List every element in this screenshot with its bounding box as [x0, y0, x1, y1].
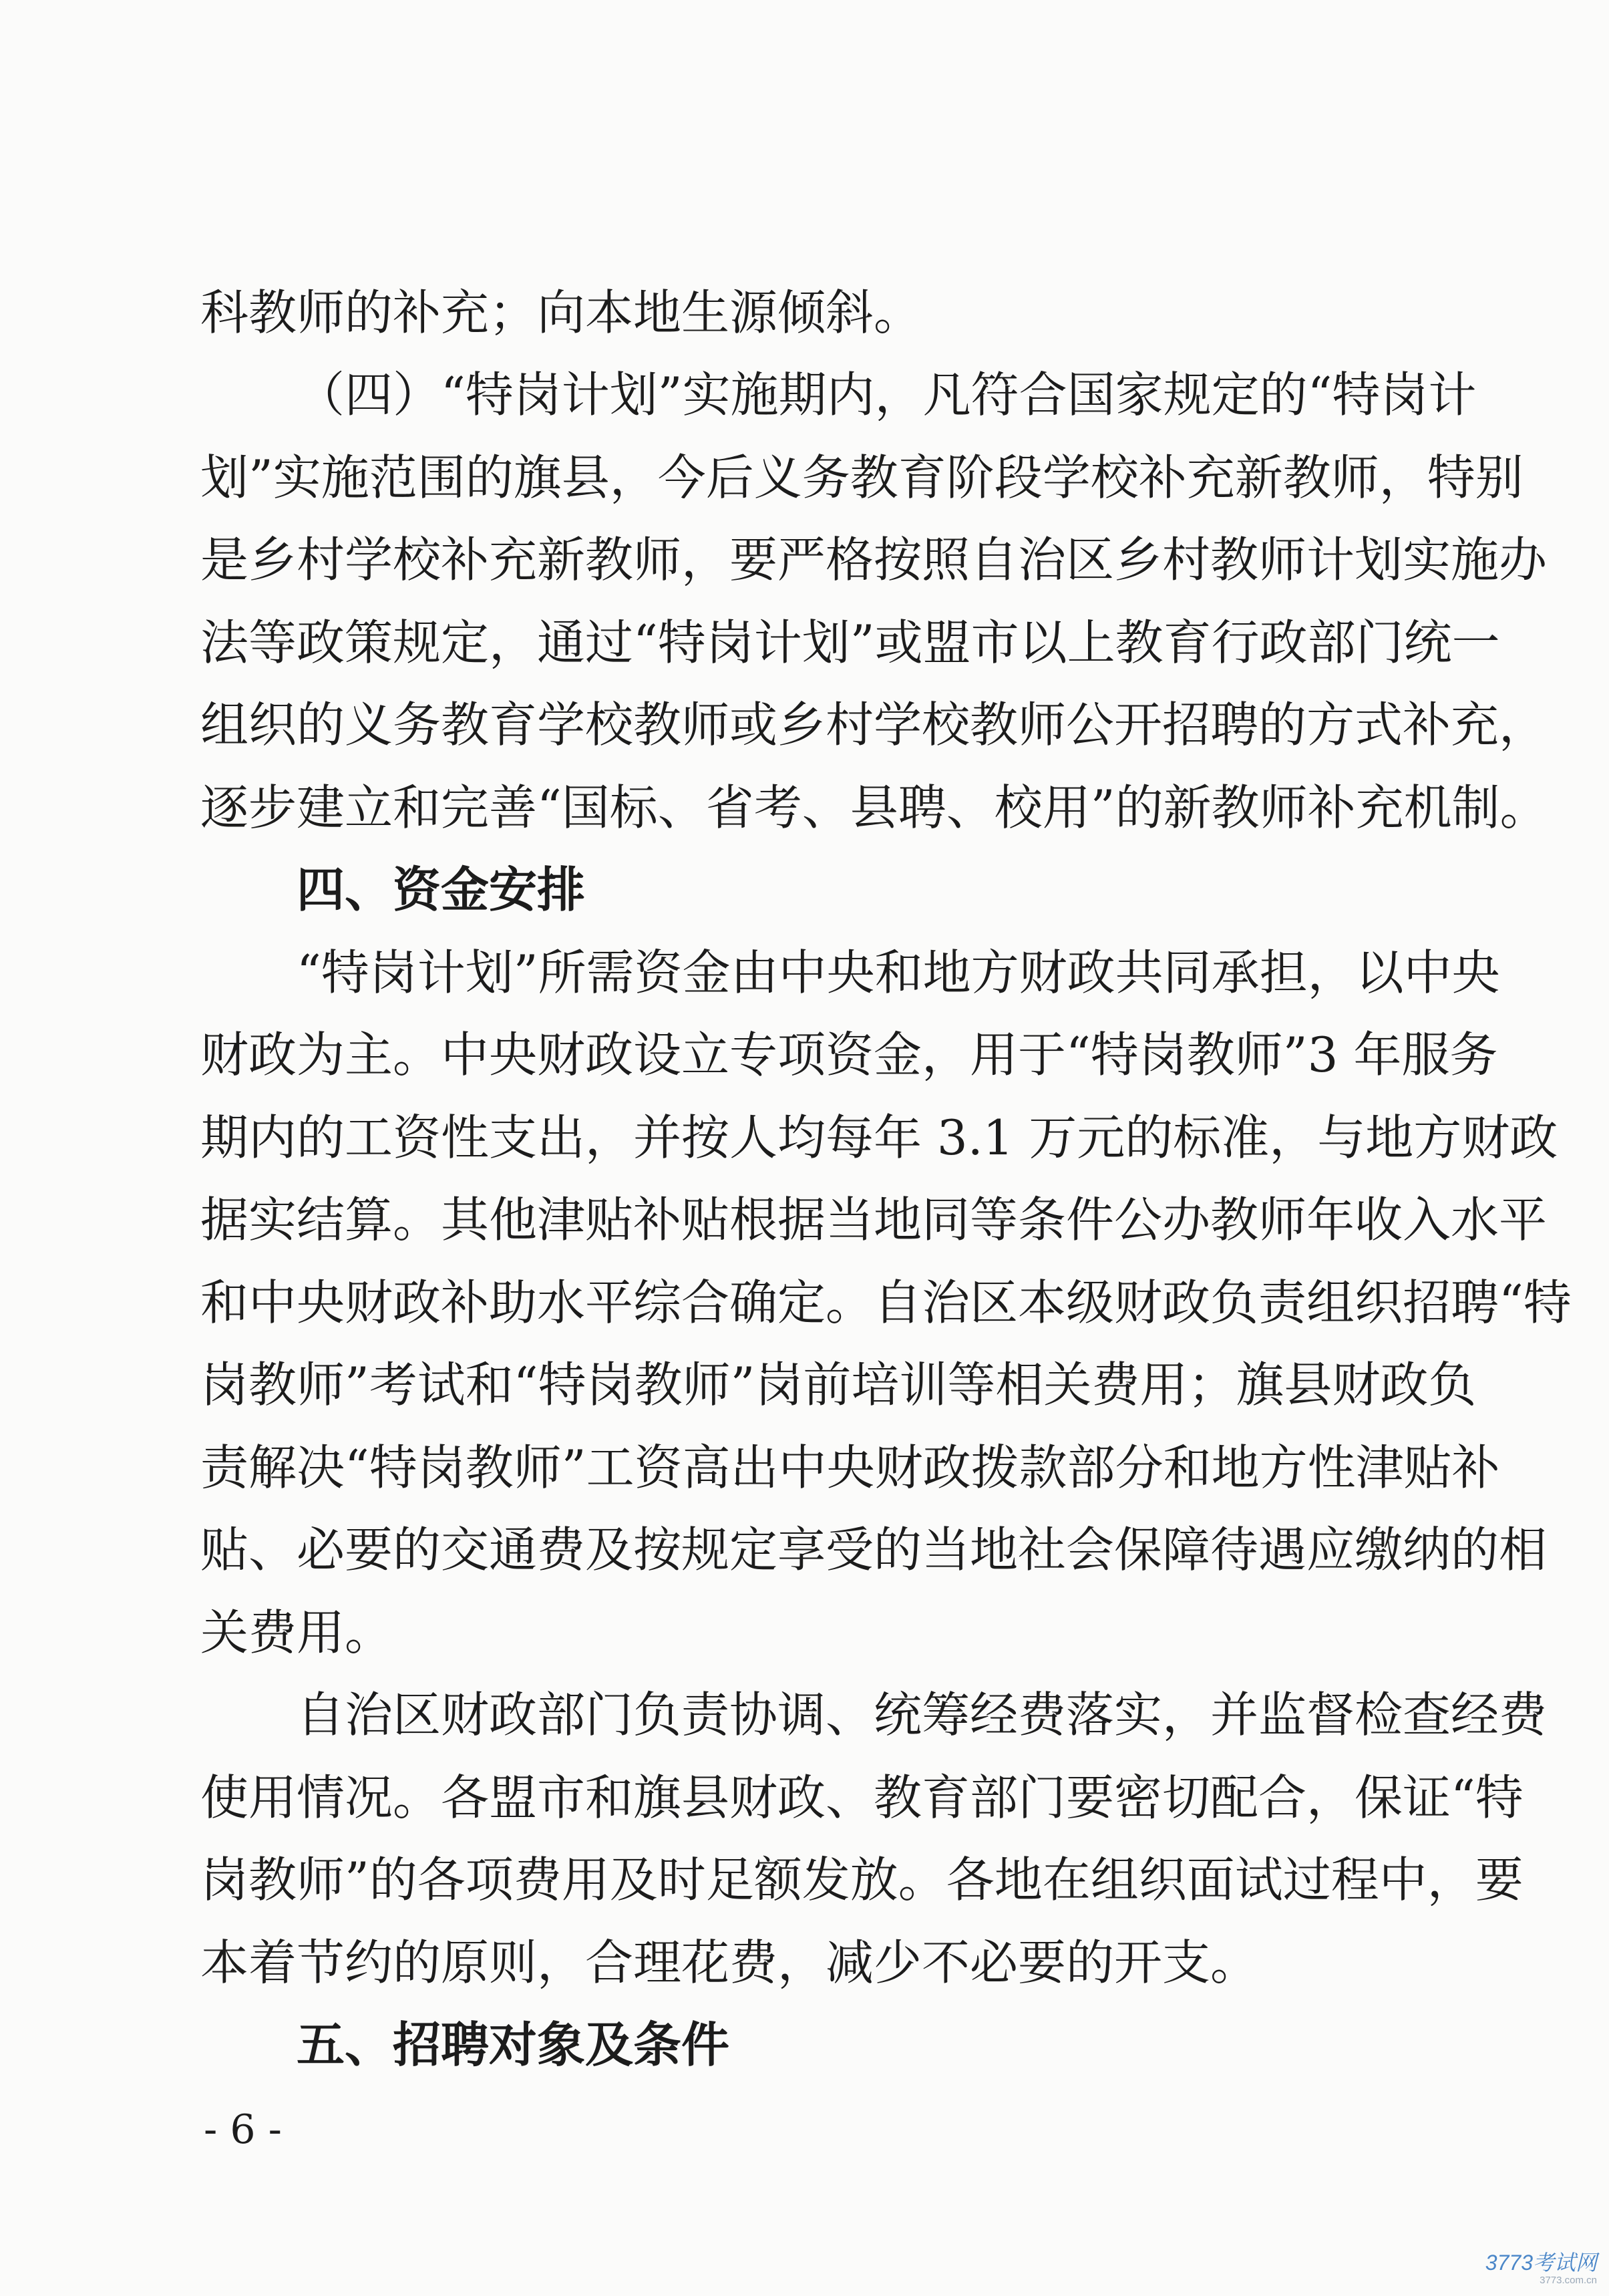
page-number: - 6 - [204, 2106, 282, 2153]
watermark-logo: 3773考试网 [1485, 2251, 1597, 2275]
text-line-4: 是乡村学校补充新教师，要严格按照自治区乡村教师计划实施办 [200, 532, 1548, 588]
text-line-19: 使用情况。各盟市和旗县财政、教育部门要密切配合，保证“特 [200, 1770, 1524, 1826]
text-line-5: 法等政策规定，通过“特岗计划”或盟市以上教育行政部门统一 [200, 615, 1500, 671]
text-line-11: 期内的工资性支出，并按人均每年 3.1 万元的标准，与地方财政 [200, 1110, 1558, 1166]
text-line-9: “特岗计划”所需资金由中央和地方财政共同承担，以中央 [297, 945, 1500, 1001]
site-watermark [1477, 2251, 1597, 2287]
text-line-14: 岗教师”考试和“特岗教师”岗前培训等相关费用；旗县财政负 [200, 1357, 1477, 1413]
text-line-1: 科教师的补充；向本地生源倾斜。 [200, 285, 922, 341]
text-line-12: 据实结算。其他津贴补贴根据当地同等条件公办教师年收入水平 [200, 1192, 1548, 1248]
watermark-domain: 3773.com.cn [1540, 2275, 1597, 2286]
section-heading-recruitment: 五、招聘对象及条件 [297, 2017, 730, 2073]
text-line-10: 财政为主。中央财政设立专项资金，用于“特岗教师”3 年服务 [200, 1027, 1498, 1083]
section-heading-funding: 四、资金安排 [297, 862, 586, 918]
text-line-18: 自治区财政部门负责协调、统筹经费落实，并监督检查经费 [297, 1687, 1548, 1743]
text-line-20: 岗教师”的各项费用及时足额发放。各地在组织面试过程中，要 [200, 1852, 1524, 1908]
text-line-2: （四）“特岗计划”实施期内，凡符合国家规定的“特岗计 [297, 367, 1477, 423]
text-line-3: 划”实施范围的旗县，今后义务教育阶段学校补充新教师，特别 [200, 450, 1524, 506]
text-line-15: 责解决“特岗教师”工资高出中央财政拨款部分和地方性津贴补 [200, 1440, 1500, 1496]
text-line-13: 和中央财政补助水平综合确定。自治区本级财政负责组织招聘“特 [200, 1275, 1572, 1331]
text-line-16: 贴、必要的交通费及按规定享受的当地社会保障待遇应缴纳的相 [200, 1522, 1548, 1578]
text-line-17: 关费用。 [200, 1605, 393, 1661]
text-line-7: 逐步建立和完善“国标、省考、县聘、校用”的新教师补充机制。 [200, 780, 1548, 836]
text-line-21: 本着节约的原则，合理花费，减少不必要的开支。 [200, 1935, 1259, 1991]
text-line-6: 组织的义务教育学校教师或乡村学校教师公开招聘的方式补充， [200, 697, 1548, 753]
